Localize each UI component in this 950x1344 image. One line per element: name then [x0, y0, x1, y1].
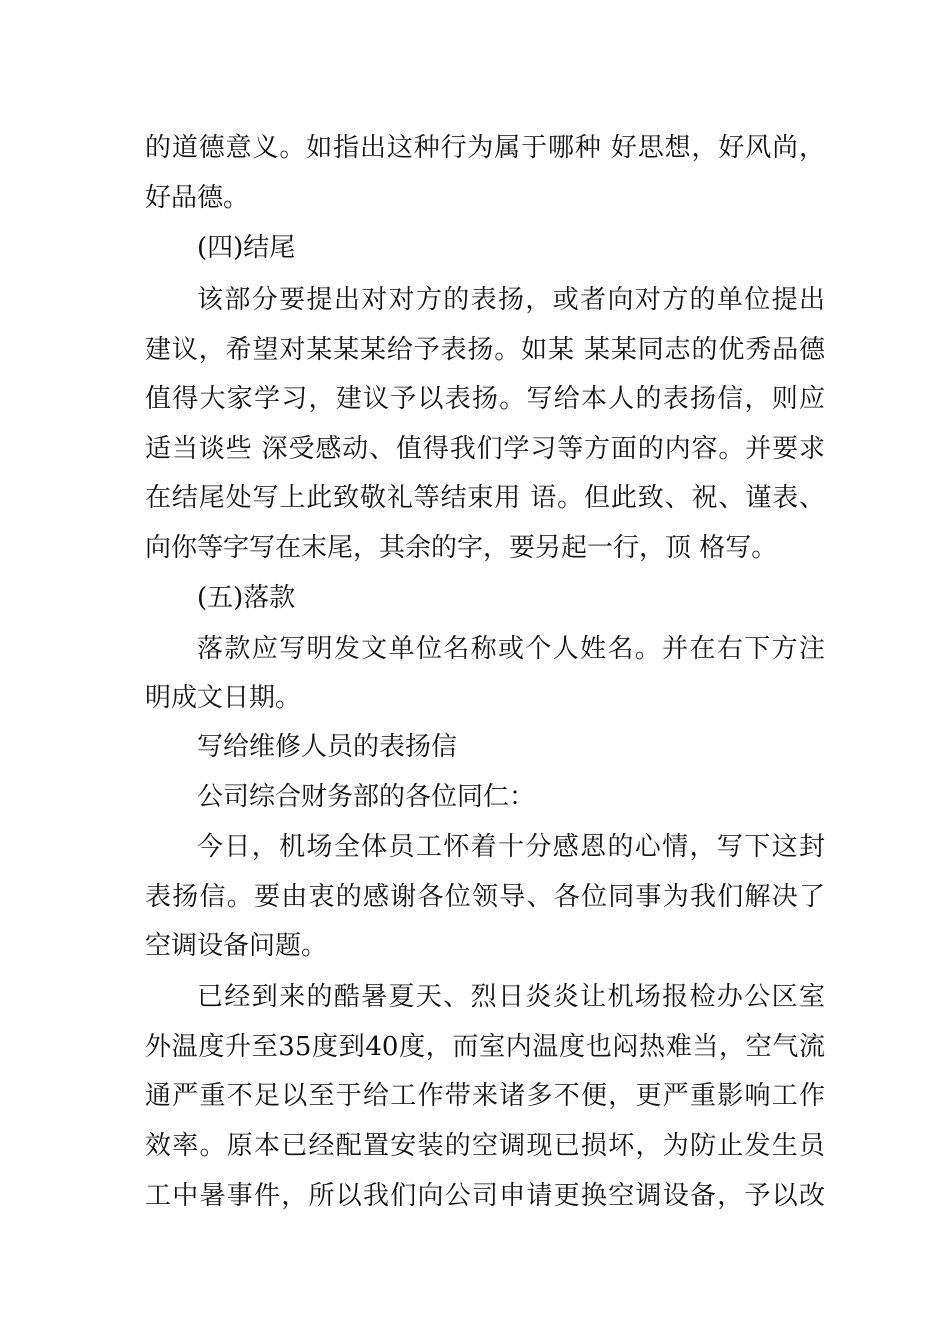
text-line: 通严重不足以至于给工作带来诸多不便，更严重影响工作 [145, 1081, 825, 1111]
text-line: 表扬信。要由衷的感谢各位领导、各位同事为我们解决了 [145, 882, 825, 912]
text-line: 明成文日期。 [145, 683, 302, 713]
text-line: 效率。原本已经配置安装的空调现已损坏，为防止发生员 [145, 1131, 825, 1161]
text-line: 值得大家学习，建议予以表扬。写给本人的表扬信，则应 [145, 384, 825, 414]
text-line: 的道德意义。如指出这种行为属于哪种 好思想，好风尚， [145, 133, 825, 163]
text-line: 已经到来的酷暑夏天、烈日炎炎让机场报检办公区室 [197, 982, 825, 1012]
text-line: 好品德。 [145, 183, 250, 213]
section-heading: (五)落款 [197, 583, 296, 613]
letter-title: 写给维修人员的表扬信 [197, 732, 458, 762]
text-line: 空调设备问题。 [145, 931, 328, 961]
text-line: 建议，希望对某某某给予表扬。如某 某某同志的优秀品德 [145, 335, 825, 365]
letter-salutation: 公司综合财务部的各位同仁： [197, 782, 536, 812]
text-line: 向你等字写在末尾，其余的字，要另起一行，顶 格写。 [145, 533, 778, 563]
text-line: 在结尾处写上此致敬礼等结束用 语。但此致、祝、谨表、 [145, 483, 825, 513]
text-line: 落款应写明发文单位名称或个人姓名。并在右下方注 [197, 634, 825, 664]
text-line: 适当谈些 深受感动、值得我们学习等方面的内容。并要求 [145, 434, 825, 464]
section-heading: (四)结尾 [197, 233, 296, 263]
text-line: 今日，机场全体员工怀着十分感恩的心情，写下这封 [197, 832, 825, 862]
text-line: 外温度升至35度到40度，而室内温度也闷热难当，空气流 [145, 1032, 825, 1062]
text-line: 工中暑事件，所以我们向公司申请更换空调设备，予以改 [145, 1181, 825, 1211]
text-line: 该部分要提出对对方的表扬，或者向对方的单位提出 [197, 285, 825, 315]
